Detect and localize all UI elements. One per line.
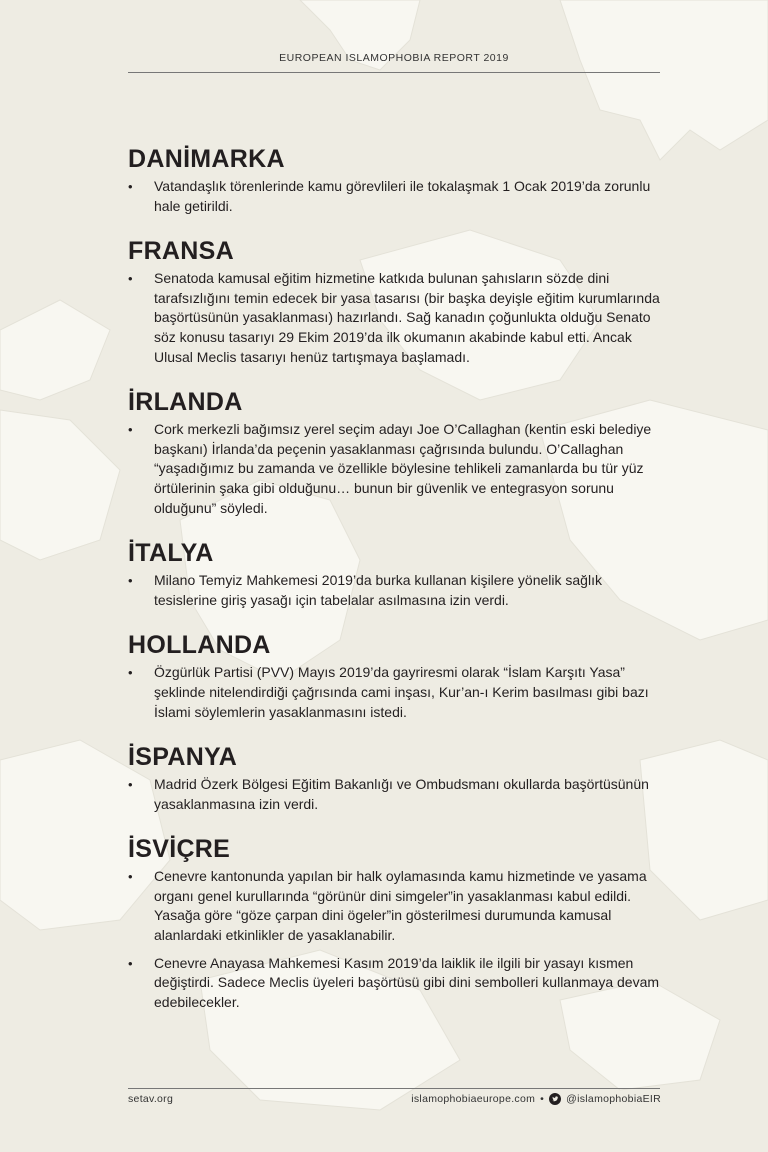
twitter-bird-icon (549, 1093, 561, 1105)
bullet-dot-icon: • (128, 573, 133, 589)
bullet-text: Madrid Özerk Bölgesi Eğitim Bakanlığı ve Ombudsmanı okullarda başörtüsünün yasaklanmasına izin verdi. (154, 776, 649, 812)
section-france (128, 236, 662, 367)
bullet-dot-icon: • (128, 777, 133, 793)
section-switzerland (128, 834, 662, 1012)
section-title: İTALYA (128, 539, 214, 568)
footer-rule (128, 1088, 660, 1089)
bullet-item (128, 571, 662, 610)
footer-report-site-link[interactable]: islamophobiaeurope.com (411, 1093, 536, 1105)
footer-separator: • (540, 1093, 545, 1105)
bullet-text: Vatandaşlık törenlerinde kamu görevlileri ile tokalaşmak 1 Ocak 2019’da zorunlu hale getirildi. (154, 178, 651, 214)
bullet-item (128, 775, 662, 814)
bullet-item (128, 663, 662, 722)
bullet-list (128, 867, 662, 1012)
section-title: DANİMARKA (128, 145, 285, 173)
bullet-text: Senatoda kamusal eğitim hizmetine katkıda bulunan şahısların sözde dini tarafsızlığını temin edecek bir yasa tasarısı (bir başka deyişle eğitim kurumlarında başörtüsünün yasaklanması) hazırlandı. Sağ kanadın çoğunlukta olduğu Senato söz konusu tasarıyı 29 Ekim 2019’da ilk okumanın akabinde kabul etti. Ancak Ulusal Meclis tasarıyı henüz tartışmaya başlamadı. (154, 270, 660, 365)
content-area (128, 144, 662, 1012)
section-ireland (128, 387, 662, 518)
section-title: HOLLANDA (128, 631, 271, 660)
bullet-text: Cenevre Anayasa Mahkemesi Kasım 2019’da laiklik ile ilgili bir yasayı kısmen değiştirdi. Sadece Meclis üyeleri başörtüsü gibi dini sembolleri kullanmaya devam edebilecekler. (154, 954, 660, 1010)
section-denmark (128, 144, 662, 216)
bullet-list (128, 177, 662, 216)
bullet-dot-icon: • (128, 665, 133, 681)
section-title: FRANSA (128, 237, 234, 266)
section-spain (128, 742, 662, 814)
section-title: İRLANDA (128, 388, 243, 417)
section-netherlands (128, 630, 662, 722)
bullet-text: Milano Temyiz Mahkemesi 2019’da burka kullanan kişilere yönelik sağlık tesislerine giriş yasağı için tabelalar asılmasına izin verdi. (154, 572, 602, 608)
bullet-text: Cork merkezli bağımsız yerel seçim adayı Joe O’Callaghan (kentin eski belediye başkanı) İrlanda’da peçenin yasaklanması çağrısında bulundu. O’Callaghan “yaşadığımız bu zamanda ve özellikle böylesine tehlikeli zamanlarda bu tür yüz örtülerinin şaka gibi olduğunu… bunun bir güvenlik ve entegrasyon sorunu olduğunu” söyledi. (154, 421, 652, 516)
bullet-item (128, 420, 662, 518)
bullet-dot-icon: • (128, 422, 133, 438)
bullet-item (128, 269, 662, 367)
bullet-dot-icon: • (128, 271, 133, 287)
bullet-list (128, 420, 662, 518)
bullet-dot-icon: • (128, 955, 133, 971)
bullet-text: Özgürlük Partisi (PVV) Mayıs 2019’da gayriresmi olarak “İslam Karşıtı Yasa” şeklinde nitelendirdiği çağrısında cami inşası, Kur’an-ı Kerim basılması gibi bazı İslami söylemlerin yasaklanmasını istedi. (154, 664, 649, 720)
bullet-item (128, 177, 662, 216)
bullet-text: Cenevre kantonunda yapılan bir halk oylamasında kamu hizmetinde ve yasama organı genel kurullarında “görünür dini simgeler”in yasaklanması kabul edildi. Yasağa göre “göze çarpan dini ögeler”in gösterilmesi durumunda kamusal alanlardaki etkinlikler de yasaklanabilir. (154, 868, 647, 944)
bullet-dot-icon: • (128, 179, 133, 194)
bullet-list (128, 571, 662, 610)
bullet-dot-icon: • (128, 869, 133, 885)
footer-right (411, 1093, 661, 1105)
bullet-item (128, 954, 662, 1013)
running-header: EUROPEAN ISLAMOPHOBIA REPORT 2019 (279, 52, 509, 64)
twitter-handle-link[interactable]: @islamophobiaEIR (566, 1093, 661, 1105)
bullet-list (128, 663, 662, 722)
bullet-item (128, 867, 662, 945)
footer-site-link[interactable]: setav.org (128, 1093, 174, 1105)
bullet-list (128, 269, 662, 367)
section-title: İSPANYA (128, 743, 238, 772)
header-rule (128, 72, 660, 73)
section-title: İSVİÇRE (128, 835, 231, 864)
bullet-list (128, 775, 662, 814)
section-italy (128, 538, 662, 610)
